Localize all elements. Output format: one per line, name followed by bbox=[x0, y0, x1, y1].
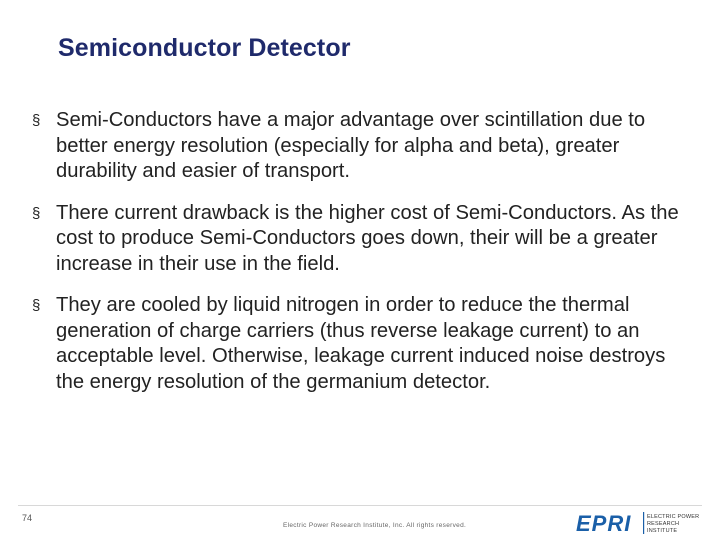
bullet-item bbox=[32, 108, 697, 185]
bullet-text: They are cooled by liquid nitrogen in order to reduce the thermal generation of charge carriers (thus reverse leakage current) to an acceptable level. Otherwise, leakage current induced noise destroys the energy resolution of the germanium detector. bbox=[56, 294, 666, 393]
bullet-item bbox=[32, 293, 697, 395]
page-number: 74 bbox=[22, 513, 33, 523]
bullet-text: There current drawback is the higher cost of Semi-Conductors. As the cost to produce Semi-Conductors goes down, their will be a greater increase in their use in the field. bbox=[56, 201, 679, 275]
bullet-marker-icon: § bbox=[32, 297, 41, 314]
svg-text:EPRI: EPRI bbox=[576, 511, 632, 536]
bullet-text: Semi-Conductors have a major advantage over scintillation due to better energy resolution (especially for alpha and beta), greater durability and easier of transport. bbox=[56, 109, 646, 182]
bullet-marker-icon: § bbox=[32, 112, 41, 129]
logo-tagline bbox=[647, 514, 707, 535]
copyright-notice: Electric Power Research Institute, Inc. All rights reserved. bbox=[283, 522, 467, 529]
bullet-marker-icon: § bbox=[32, 204, 41, 222]
bullet-list bbox=[32, 108, 697, 411]
bullet-item bbox=[32, 201, 697, 278]
logo-tagline-line-1: ELECTRIC POWER bbox=[647, 514, 700, 520]
footer-divider bbox=[18, 505, 702, 506]
logo-tagline-line-2: RESEARCH INSTITUTE bbox=[647, 521, 680, 534]
slide-title: Semiconductor Detector bbox=[58, 34, 351, 62]
